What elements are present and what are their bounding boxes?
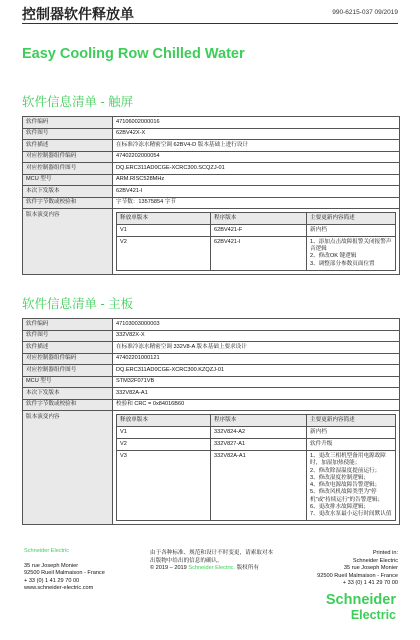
update-notes [307, 224, 396, 236]
logo-word-2: Electric [350, 608, 396, 622]
website-link[interactable]: www.schneider-electric.com [24, 585, 94, 592]
field-label: 软件字节数或校验和 [23, 399, 113, 411]
revision-header: 释放单版本 [117, 213, 211, 225]
note-line: 软件升级 [310, 440, 333, 447]
field-label: 对应控制器组件编码 [23, 353, 113, 365]
release-version: V2 [117, 236, 211, 270]
revision-label: 版本演变内容 [23, 411, 113, 525]
document-title: 控制器软件释放单 [22, 6, 134, 22]
field-value: 47103003000003 [113, 319, 400, 331]
revision-row [117, 438, 396, 450]
field-value: 在标准冷冻水精密空调 62BV4-D 版本基础上进行设计 [113, 140, 400, 152]
note-line: 3、调整部分参数页面位置 [310, 260, 375, 267]
footer-brand: Schneider Electric [24, 548, 70, 554]
note-line: 1、更改三相机型备用电源故障时，加湿加热使能； [310, 453, 386, 467]
field-value: ARM.RISC528MHz [113, 174, 400, 186]
program-version: 62BV421-F [211, 224, 307, 236]
field-label: 软件编码 [23, 117, 113, 129]
field-value: 47402201000121 [113, 353, 400, 365]
copyright-rights: 版权所有 [236, 565, 259, 572]
release-version: V1 [117, 224, 211, 236]
document-header [22, 4, 398, 24]
field-value: 47402202000054 [113, 151, 400, 163]
note-line: 新内档 [310, 226, 327, 233]
update-notes [307, 426, 396, 438]
touchscreen-info-table [22, 116, 400, 275]
revision-cell [113, 411, 400, 525]
revision-row [117, 451, 396, 521]
revision-table [116, 212, 396, 271]
revision-header: 释放单版本 [117, 415, 211, 427]
note-line: 6、更改排水故障逻辑； [310, 503, 370, 510]
field-label: 软件编码 [23, 319, 113, 331]
program-version: 62BV421-I [211, 236, 307, 270]
revision-header-row [117, 213, 396, 225]
field-value: 在标准冷冻水精密空调 332V8-A 版本基础上要求设计 [113, 342, 400, 354]
note-line: 新内档 [310, 428, 327, 435]
field-value: 332V82A-A1 [113, 388, 400, 400]
footer-notice [150, 550, 278, 573]
revision-label: 版本演变内容 [23, 209, 113, 275]
revision-row [117, 236, 396, 270]
field-value: 332V82X-X [113, 330, 400, 342]
revision-header: 主要更新内容简述 [307, 213, 396, 225]
field-label: 软件描述 [23, 342, 113, 354]
footer-printed-in [317, 550, 398, 588]
address-line: 35 rue Joseph Monier [343, 565, 398, 572]
field-value: DQ.ERC311AD0CGE-XCRC300.KZQZJ-01 [113, 365, 400, 377]
copyright-years: © 2019 – 2019 [150, 565, 187, 572]
field-label: 对应控制器组件图号 [23, 365, 113, 377]
note-line: 5、修改风机故障类型为"停机"或"持续运行"的告警逻辑； [310, 489, 384, 503]
revision-header-row [117, 415, 396, 427]
revision-cell [113, 209, 400, 275]
revision-row [117, 224, 396, 236]
mainboard-info-table [22, 318, 400, 525]
logo-word-1: Schneider [325, 592, 396, 608]
address-line: + 33 (0) 1 41 29 70 00 [342, 580, 398, 587]
note-line: 2、修改除湿温度提前运行； [310, 467, 381, 474]
address-line: 35 rue Joseph Monier [24, 562, 79, 569]
field-label: 本次下发版本 [23, 388, 113, 400]
schneider-electric-logo [308, 590, 398, 622]
field-label: 软件图号 [23, 128, 113, 140]
field-value: 校验和 CRC = 0x84016B60 [113, 399, 400, 411]
address-line: 92500 Rueil Malmaison - France [317, 572, 398, 579]
field-label: MCU 型号 [23, 174, 113, 186]
program-version: 332V827-A1 [211, 438, 307, 450]
document-number: 990-6215-037 09/2019 [332, 9, 398, 16]
address-line: Schneider Electric [352, 557, 398, 564]
section-title-mainboard: 软件信息清单 - 主板 [22, 297, 134, 311]
field-label: MCU 型号 [23, 376, 113, 388]
revision-table [116, 414, 396, 521]
copyright-brand: Schneider Electric. [188, 565, 235, 572]
field-label: 对应控制器组件图号 [23, 163, 113, 175]
release-version: V2 [117, 438, 211, 450]
address-line: + 33 (0) 1 41 29 70 00 [24, 577, 80, 584]
note-line: 2、修改OK 键逻辑 [310, 253, 357, 260]
release-version: V1 [117, 426, 211, 438]
field-value: 62BV421-I [113, 186, 400, 198]
field-value: 47106002000016 [113, 117, 400, 129]
printed-in-label: Printed in: [372, 550, 398, 556]
program-version: 332V82A-A1 [211, 451, 307, 521]
note-line: 1、添加点击故障报警关闭报警声音逻辑 [310, 238, 392, 253]
update-notes [307, 438, 396, 450]
field-value: DQ.ERC311AD0CGE-XCRC300.SCQZJ-01 [113, 163, 400, 175]
revision-header: 程序版本 [211, 213, 307, 225]
revision-row [117, 426, 396, 438]
update-notes [307, 236, 396, 270]
field-label: 对应控制器组件编码 [23, 151, 113, 163]
program-version: 332V824-A2 [211, 426, 307, 438]
revision-header: 主要更新内容简述 [307, 415, 396, 427]
field-label: 软件图号 [23, 330, 113, 342]
release-version: V3 [117, 451, 211, 521]
footer-address [24, 548, 105, 593]
section-title-touchscreen: 软件信息清单 - 触屏 [22, 95, 134, 109]
address-line: 92500 Rueil Malmaison - France [24, 570, 105, 577]
field-label: 软件描述 [23, 140, 113, 152]
field-label: 本次下发版本 [23, 186, 113, 198]
revision-header: 程序版本 [211, 415, 307, 427]
field-value: STM32F071VB [113, 376, 400, 388]
note-line: 7、更改水泵最小运行时间默认值 [310, 511, 392, 518]
note-line: 4、修改电源故障告警逻辑； [310, 482, 381, 489]
field-label: 软件字节数或校验和 [23, 197, 113, 209]
copyright [150, 565, 278, 573]
update-notes [307, 451, 396, 521]
field-value: 字节数：13575854 字节 [113, 197, 400, 209]
field-value: 62BV42X-X [113, 128, 400, 140]
product-title: Easy Cooling Row Chilled Water [22, 46, 245, 62]
notice-text: 由于各种标准、规范和设计不时变更，请索取对本出版物中给出的信息的确认。 [150, 550, 274, 564]
note-line: 3、修改湿度控制逻辑； [310, 474, 370, 481]
